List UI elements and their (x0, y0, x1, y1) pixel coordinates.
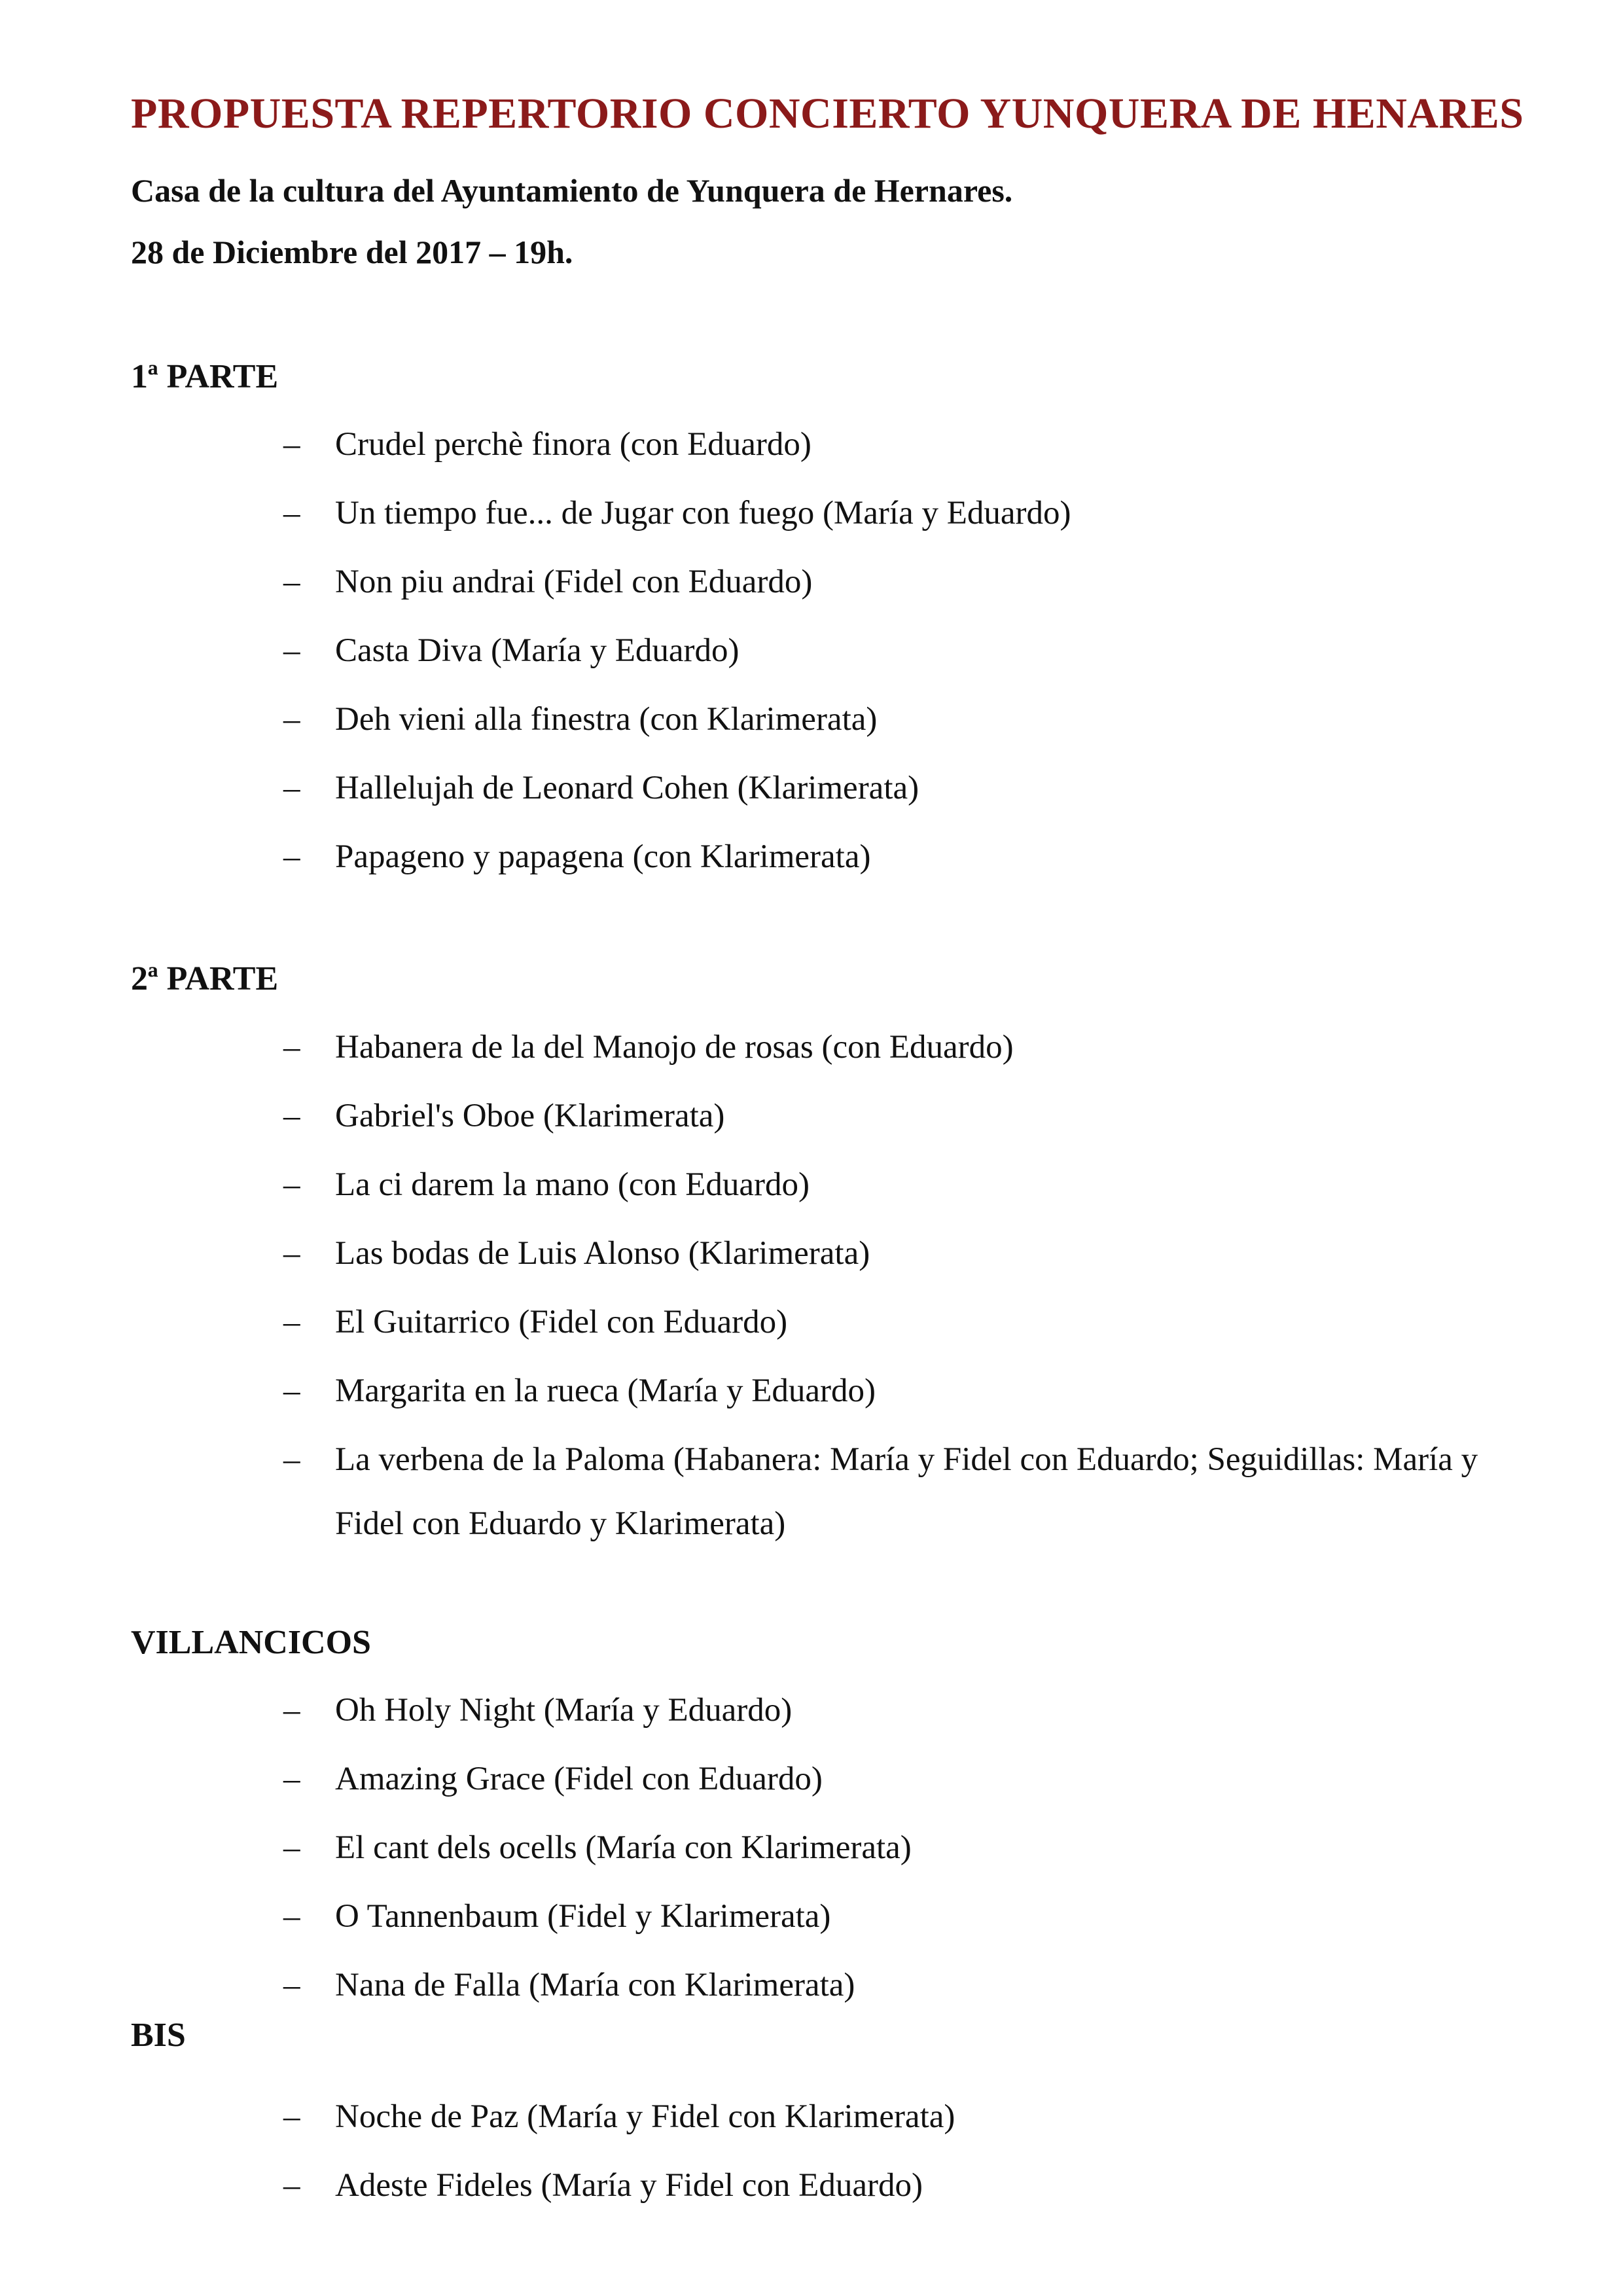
section-heading-parte-2: 2ª PARTE (131, 960, 279, 997)
list-item-text: Un tiempo fue... de Jugar con fuego (María y Eduardo) (335, 495, 1071, 531)
bullet-dash: – (283, 701, 300, 738)
list-item-text: Crudel perchè finora (con Eduardo) (335, 426, 812, 463)
section-heading-parte-1: 1ª PARTE (131, 358, 279, 395)
bullet-dash: – (283, 1235, 300, 1272)
document-title: PROPUESTA REPERTORIO CONCIERTO YUNQUERA DE HENARES (131, 90, 1524, 137)
list-item-text: Noche de Paz (María y Fidel con Klarimerata) (335, 2098, 955, 2135)
date-line: 28 de Diciembre del 2017 – 19h. (131, 234, 573, 270)
bullet-dash: – (283, 2098, 300, 2135)
bullet-dash: – (283, 1304, 300, 1340)
list-item-text: Amazing Grace (Fidel con Eduardo) (335, 1761, 823, 1797)
bullet-dash: – (283, 1761, 300, 1797)
section-heading-bis: BIS (131, 2017, 186, 2054)
bullet-dash: – (283, 426, 300, 463)
list-item-text: El cant dels ocells (María con Klarimerata) (335, 1829, 912, 1866)
bullet-dash: – (283, 1441, 300, 1478)
list-item-text: Habanera de la del Manojo de rosas (con Eduardo) (335, 1029, 1014, 1066)
bullet-dash: – (283, 1029, 300, 1066)
list-item-text: Oh Holy Night (María y Eduardo) (335, 1692, 793, 1729)
bullet-dash: – (283, 1098, 300, 1134)
bullet-dash: – (283, 1372, 300, 1409)
list-item-text: Casta Diva (María y Eduardo) (335, 632, 740, 669)
list-item-text: Deh vieni alla finestra (con Klarimerata) (335, 701, 878, 738)
list-item-text: Gabriel's Oboe (Klarimerata) (335, 1098, 725, 1134)
bullet-dash: – (283, 838, 300, 875)
list-item-text: La verbena de la Paloma (Habanera: María y Fidel con Eduardo; Seguidillas: María y Fidel con Eduardo y Klarimerata) (335, 1441, 1478, 1542)
list-item-text: Las bodas de Luis Alonso (Klarimerata) (335, 1235, 870, 1272)
bullet-dash: – (283, 1829, 300, 1866)
list-item-text: Papageno y papagena (con Klarimerata) (335, 838, 871, 875)
list-item-text: La ci darem la mano (con Eduardo) (335, 1166, 810, 1203)
venue-line: Casa de la cultura del Ayuntamiento de Yunquera de Hernares. (131, 172, 1013, 209)
list-item-text: Margarita en la rueca (María y Eduardo) (335, 1372, 876, 1409)
bullet-dash: – (283, 1898, 300, 1935)
bullet-dash: – (283, 1967, 300, 2003)
list-item-text: Non piu andrai (Fidel con Eduardo) (335, 564, 813, 600)
bullet-dash: – (283, 564, 300, 600)
bullet-dash: – (283, 495, 300, 531)
bullet-dash: – (283, 770, 300, 806)
bullet-dash: – (283, 632, 300, 669)
list-item-text: O Tannenbaum (Fidel y Klarimerata) (335, 1898, 831, 1935)
list-item-text: Nana de Falla (María con Klarimerata) (335, 1967, 855, 2003)
list-item-text: El Guitarrico (Fidel con Eduardo) (335, 1304, 788, 1340)
bullet-dash: – (283, 1166, 300, 1203)
list-item-text: Hallelujah de Leonard Cohen (Klarimerata) (335, 770, 919, 806)
section-heading-villancicos: VILLANCICOS (131, 1624, 371, 1661)
bullet-dash: – (283, 2167, 300, 2204)
bullet-dash: – (283, 1692, 300, 1729)
list-item-text: Adeste Fideles (María y Fidel con Eduardo) (335, 2167, 923, 2204)
